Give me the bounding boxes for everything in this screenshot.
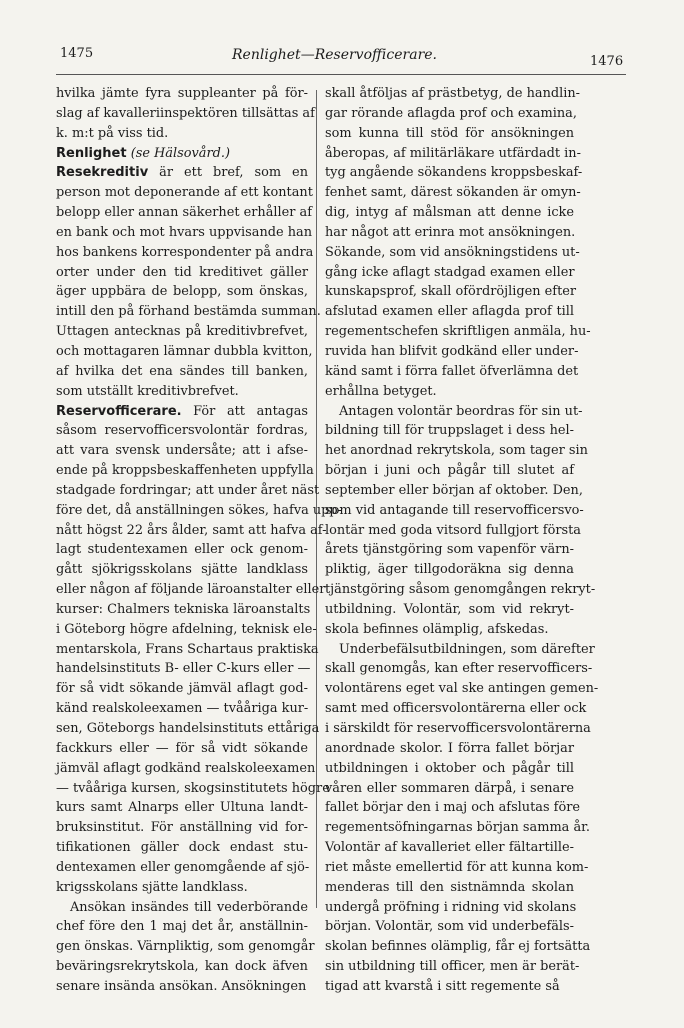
entry-headword: Reservofficerare.: [56, 403, 182, 419]
left-text-line: intill den på förhand bestämda summan.: [56, 304, 321, 320]
right-text-line: gång icke aflagt stadgad examen eller: [325, 264, 575, 280]
entry-crossref: (se Hälsovård.): [126, 145, 230, 161]
right-text-line: utbildning. Volontär, som vid rekryt-: [325, 601, 574, 617]
header-rule: [56, 74, 626, 75]
right-text-line: afslutad examen eller aflagda prof till: [325, 304, 574, 320]
right-text-line: dig, intyg af målsman att denne icke: [325, 205, 574, 221]
left-text-line: tifikationen gäller dock endast stu-: [56, 840, 308, 856]
right-text-line: gar rörande aflagda prof och examina,: [325, 105, 577, 121]
right-text-line: kunskapsprof, skall ofördröjligen efter: [325, 284, 577, 300]
left-text-line: Ansökan insändes till vederbörande: [70, 899, 308, 915]
right-text-line: i särskildt för reservofficersvolontärerna: [325, 721, 591, 736]
right-text-line: Sökande, som vid ansökningstidens ut-: [325, 244, 580, 260]
left-text-line: [56, 163, 308, 183]
left-text-line: hvilka jämte fyra suppleanter på för-: [56, 86, 308, 101]
entry-headword: Renlighet: [56, 145, 127, 161]
left-text-line: fackkurs eller — för så vidt sökande: [56, 740, 308, 756]
right-text-line: skall åtföljas af prästbetyg, de handlin-: [325, 86, 581, 101]
left-text-line: krigsskolans sjätte landklass.: [56, 879, 248, 895]
left-text-line: i Göteborg högre afdelning, teknisk ele-: [56, 621, 317, 637]
left-text-line: belopp eller annan säkerhet erhåller af: [56, 205, 312, 221]
right-text-line: regementsöfningarnas början samma år.: [325, 820, 590, 836]
left-text-line: person mot deponerande af ett kontant: [56, 185, 313, 201]
left-text-line: lagt studentexamen eller ock genom-: [56, 542, 308, 558]
entry-text: är ett bref, som en: [148, 165, 308, 181]
left-text-line: k. m:t på viss tid.: [56, 125, 169, 141]
right-text-line: ruvida han blifvit godkänd eller under-: [325, 343, 579, 359]
left-text-line: [56, 402, 308, 422]
left-text-line: orter under den tid kreditivet gäller: [56, 264, 308, 280]
right-text-line: utbildningen i oktober och pågår till: [325, 760, 574, 776]
left-text-line: före det, då anställningen sökes, hafva upp-: [56, 502, 343, 518]
right-text-line: bildning till för truppslaget i dess hel-: [325, 423, 574, 439]
page-number-right: 1476: [590, 54, 624, 69]
left-text-line: och mottagaren lämnar dubbla kvitton,: [56, 343, 313, 359]
right-text-line: Underbefälsutbildningen, som därefter: [339, 641, 595, 657]
left-text-line: senare insända ansökan. Ansökningen: [56, 978, 307, 994]
entry-headword: Resekreditiv: [56, 165, 149, 181]
left-text-line: ende på kroppsbeskaffenheten uppfylla: [56, 463, 314, 479]
right-text-line: undergå pröfning i ridning vid skolans: [325, 899, 577, 915]
page-number-left: 1475: [60, 46, 94, 61]
right-text-line: våren eller sommaren därpå, i senare: [325, 780, 574, 796]
right-text-line: fenhet samt, därest sökanden är omyn-: [325, 185, 581, 201]
left-text-line: känd realskoleexamen — tvååriga kur-: [56, 701, 309, 717]
left-text-line: stadgade fordringar; att under året näst: [56, 482, 320, 498]
right-text-line: Volontär af kavalleriet eller fältartille-: [325, 840, 574, 856]
right-text-line: samt med officersvolontärerna eller ock: [325, 701, 587, 717]
right-text-line: skolan befinnes olämplig, får ej fortsätta: [325, 939, 591, 955]
right-text-line: tyg angående sökandens kroppsbeskaf-: [325, 165, 583, 181]
right-text-line: Antagen volontär beordras för sin ut-: [339, 403, 583, 419]
right-text-line: anordnade skolor. I förra fallet börjar: [325, 740, 574, 756]
left-text-line: slag af kavalleriinspektören tillsättas af: [56, 105, 315, 121]
right-text-line: september eller början af oktober. Den,: [325, 482, 583, 498]
right-text-line: volontärens eget val ske antingen gemen-: [325, 681, 599, 697]
left-text-line: mentarskola, Frans Schartaus praktiska: [56, 641, 319, 657]
right-text-line: sin utbildning till officer, men är berät-: [325, 959, 580, 975]
left-text-line: jämväl aflagt godkänd realskoleexamen: [56, 760, 316, 776]
right-text-line: het anordnad rekrytskola, som tager sin: [325, 443, 588, 459]
left-text-line: gått sjökrigsskolans sjätte landklass: [56, 562, 308, 578]
right-text-line: menderas till den sistnämnda skolan: [325, 879, 574, 895]
left-text-line: att vara svensk undersåte; att i afse-: [56, 443, 308, 459]
right-text-line: riet måste emellertid för att kunna kom-: [325, 859, 589, 875]
left-text-line: bruksinstitut. För anställning vid for-: [56, 820, 308, 836]
right-text-line: som kunna till stöd för ansökningen: [325, 125, 574, 141]
right-text-line: tjänstgöring såsom genomgången rekryt-: [325, 582, 596, 598]
right-text-line: fallet börjar den i maj och afslutas före: [325, 800, 581, 816]
left-text-line: äger uppbära de belopp, som önskas,: [56, 284, 308, 300]
left-text-line: som utställt kreditivbrefvet.: [56, 383, 239, 399]
right-text-line: känd samt i förra fallet öfverlämna det: [325, 363, 579, 379]
left-text-line: en bank och mot hvars uppvisande han: [56, 224, 313, 240]
left-text-line: gen önskas. Värnpliktig, som genomgår: [56, 939, 315, 955]
left-text-line: — tvååriga kursen, skogsinstitutets högre: [56, 780, 330, 796]
right-text-line: har något att erinra mot ansökningen.: [325, 224, 576, 240]
entry-text: För att antagas: [181, 403, 308, 419]
left-text-line: för så vidt sökande jämväl aflagt god-: [56, 681, 308, 697]
right-text-line: erhållna betyget.: [325, 383, 437, 399]
left-text-line: dentexamen eller genomgående af sjö-: [56, 859, 310, 875]
right-text-line: början. Volontär, som vid underbefäls-: [325, 919, 574, 935]
left-text-line: [56, 144, 308, 164]
right-text-line: början i juni och pågår till slutet af: [325, 463, 574, 479]
left-text-line: sen, Göteborgs handelsinstituts ettåriga: [56, 721, 320, 736]
left-text-line: af hvilka det ena sändes till banken,: [56, 363, 308, 379]
right-text-line: skola befinnes olämplig, afskedas.: [325, 621, 549, 637]
left-column: [56, 84, 343, 997]
left-text-line: handelsinstituts B- eller C-kurs eller —: [56, 661, 311, 677]
left-text-line: beväringsrekrytskola, kan dock äfven: [56, 959, 308, 975]
right-text-line: pliktig, äger tillgodoräkna sig denna: [325, 562, 574, 578]
left-text-line: kurser: Chalmers tekniska läroanstalts: [56, 601, 311, 617]
left-text-line: chef före den 1 maj det år, anställnin-: [56, 919, 308, 935]
right-text-line: lontär med goda vitsord fullgjort första: [325, 522, 581, 538]
running-header-title: Renlighet—Reservofficerare.: [232, 47, 438, 63]
left-text-line: såsom reservofficersvolontär fordras,: [56, 423, 308, 439]
left-text-line: nått högst 22 års ålder, samt att hafva af-: [56, 522, 327, 538]
right-text-line: åberopas, af militärläkare utfärdadt in-: [325, 145, 581, 161]
right-text-line: som vid antagande till reservofficersvo-: [325, 502, 584, 518]
right-text-line: tigad att kvarstå i sitt regemente så: [325, 978, 560, 994]
right-column: [325, 84, 599, 997]
right-text-line: skall genomgås, kan efter reservofficers-: [325, 661, 593, 677]
left-text-line: eller någon af följande läroanstalter eller: [56, 582, 326, 598]
right-text-line: årets tjänstgöring som vapenför värn-: [325, 542, 574, 558]
left-text-line: hos bankens korrespondenter på andra: [56, 244, 314, 260]
right-text-line: regementschefen skriftligen anmäla, hu-: [325, 324, 591, 340]
left-text-line: Uttagen antecknas på kreditivbrefvet,: [56, 324, 308, 340]
left-text-line: kurs samt Alnarps eller Ultuna landt-: [56, 800, 308, 816]
